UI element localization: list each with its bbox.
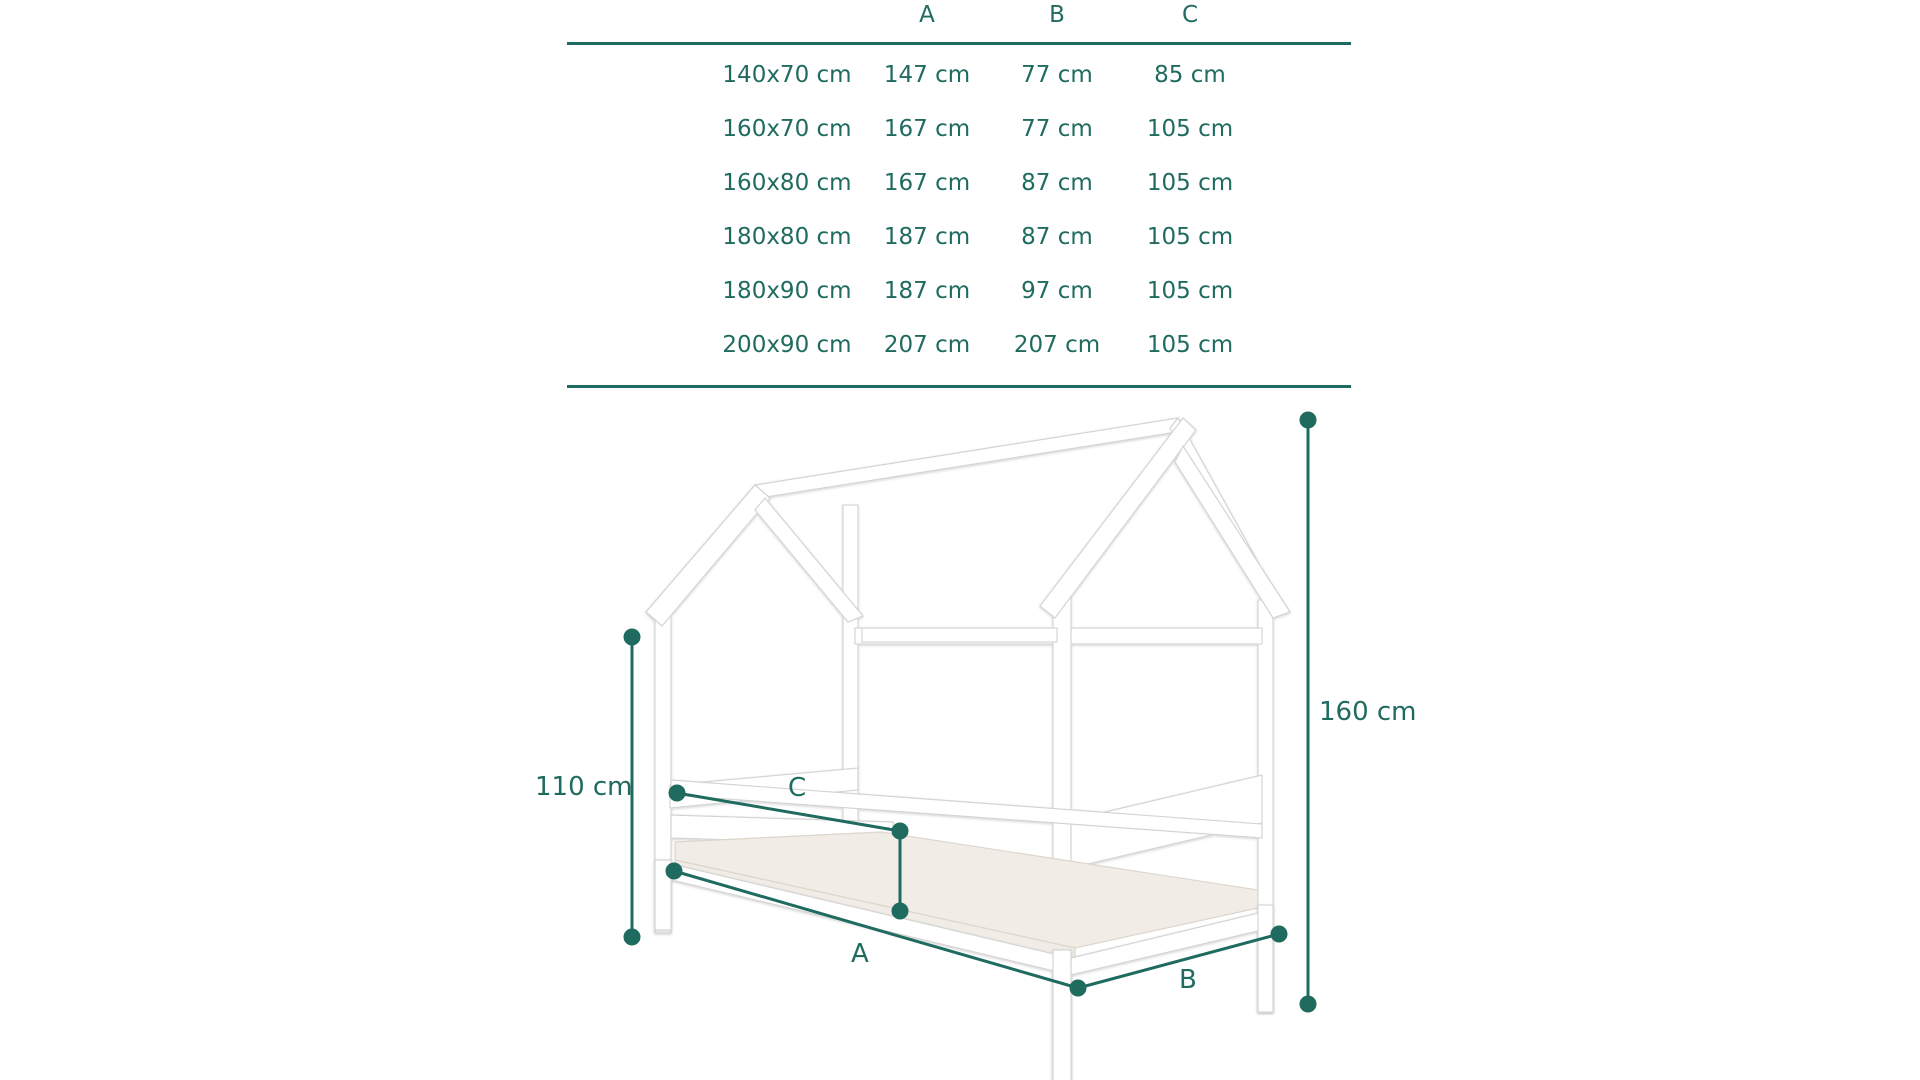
front-right-leg xyxy=(1053,950,1071,1080)
cell-a: 207 cm xyxy=(883,332,971,358)
cell-size: 180x80 cm xyxy=(722,224,852,250)
cell-c: 105 cm xyxy=(1146,116,1234,142)
cell-a: 167 cm xyxy=(883,116,971,142)
height-line-110-end xyxy=(625,630,639,644)
cell-b: 87 cm xyxy=(1021,224,1093,250)
cell-b: 77 cm xyxy=(1021,116,1093,142)
cell-c: 105 cm xyxy=(1146,332,1234,358)
cell-size: 200x90 cm xyxy=(722,332,852,358)
cell-a: 187 cm xyxy=(883,224,971,250)
cell-c: 105 cm xyxy=(1146,278,1234,304)
cell-b: 87 cm xyxy=(1021,170,1093,196)
roof-ridge-beam xyxy=(755,418,1183,498)
middle-crossbar xyxy=(862,628,1057,642)
dimension-b-label: B xyxy=(1179,965,1197,995)
cell-a: 147 cm xyxy=(883,62,971,88)
cell-c: 105 cm xyxy=(1146,224,1234,250)
cell-c: 105 cm xyxy=(1146,170,1234,196)
back-right-leg xyxy=(1258,905,1273,1012)
height-line-110-end xyxy=(625,930,639,944)
cell-size: 180x90 cm xyxy=(722,278,852,304)
height-line-160-end xyxy=(1301,997,1315,1011)
cell-b: 97 cm xyxy=(1021,278,1093,304)
cell-b: 207 cm xyxy=(1013,332,1101,358)
side-height-label: 110 cm xyxy=(535,772,633,802)
cell-size: 160x80 cm xyxy=(722,170,852,196)
cell-b: 77 cm xyxy=(1021,62,1093,88)
dimension-c-end xyxy=(670,786,684,800)
front-right-rafter-inner xyxy=(1175,446,1290,618)
front-left-rafter-outer xyxy=(646,485,770,626)
header-c: C xyxy=(1181,2,1199,28)
cell-size: 160x70 cm xyxy=(722,116,852,142)
dimension-a-label: A xyxy=(851,939,869,969)
cell-c: 85 cm xyxy=(1154,62,1226,88)
height-line-160-end xyxy=(1301,413,1315,427)
dimension-c-end xyxy=(893,824,907,838)
dimension-a-end xyxy=(667,864,681,878)
cell-a: 187 cm xyxy=(883,278,971,304)
cell-size: 140x70 cm xyxy=(722,62,852,88)
dimension-c-label: C xyxy=(788,773,807,803)
dimension-c-end xyxy=(893,904,907,918)
header-a: A xyxy=(919,2,935,28)
total-height-label: 160 cm xyxy=(1319,697,1417,727)
header-b: B xyxy=(1049,2,1065,28)
dimension-b-end xyxy=(1272,927,1286,941)
height-line-160 xyxy=(1301,413,1315,1011)
cell-a: 167 cm xyxy=(883,170,971,196)
